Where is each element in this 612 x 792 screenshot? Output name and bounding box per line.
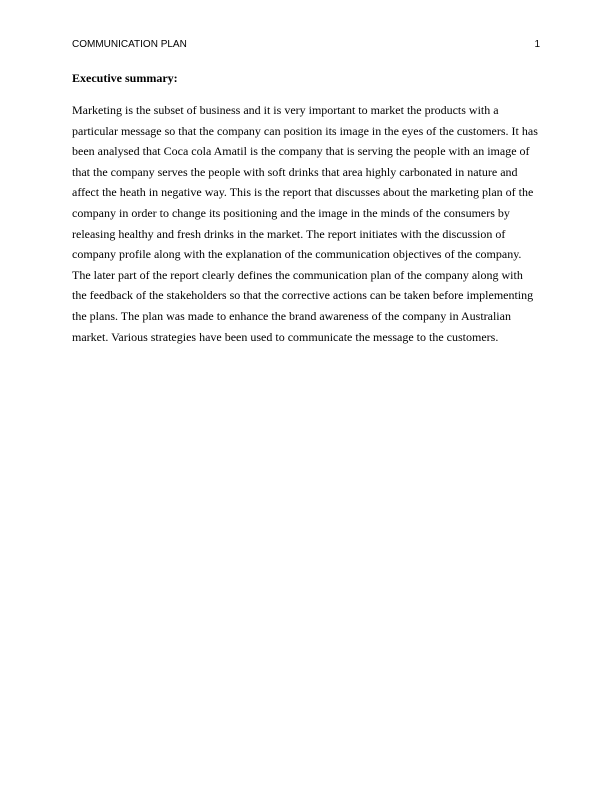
page-number: 1 [534, 38, 540, 50]
running-head-title: COMMUNICATION PLAN [72, 38, 187, 50]
executive-summary-paragraph: Marketing is the subset of business and it is very important to market the products with a particular message so that the company can position its image in the eyes of the customers. It has been analysed that Coca cola Amatil is the company that is serving the people with an image of that the company serves the people with soft drinks that area highly carbonated in nature and affect the heath in negative way. This is the report that discusses about the marketing plan of the company in order to change its positioning and the image in the minds of the consumers by releasing healthy and fresh drinks in the market. The report initiates with the discussion of company profile along with the explanation of the communication objectives of the company. The later part of the report clearly defines the communication plan of the company along with the feedback of the stakeholders so that the corrective actions can be taken before implementing the plans. The plan was made to enhance the brand awareness of the company in Australian market. Various strategies have been used to communicate the message to the customers. [72, 103, 538, 344]
document-body [72, 70, 540, 347]
page-header [72, 37, 540, 51]
section-heading: Executive summary: [72, 71, 178, 85]
